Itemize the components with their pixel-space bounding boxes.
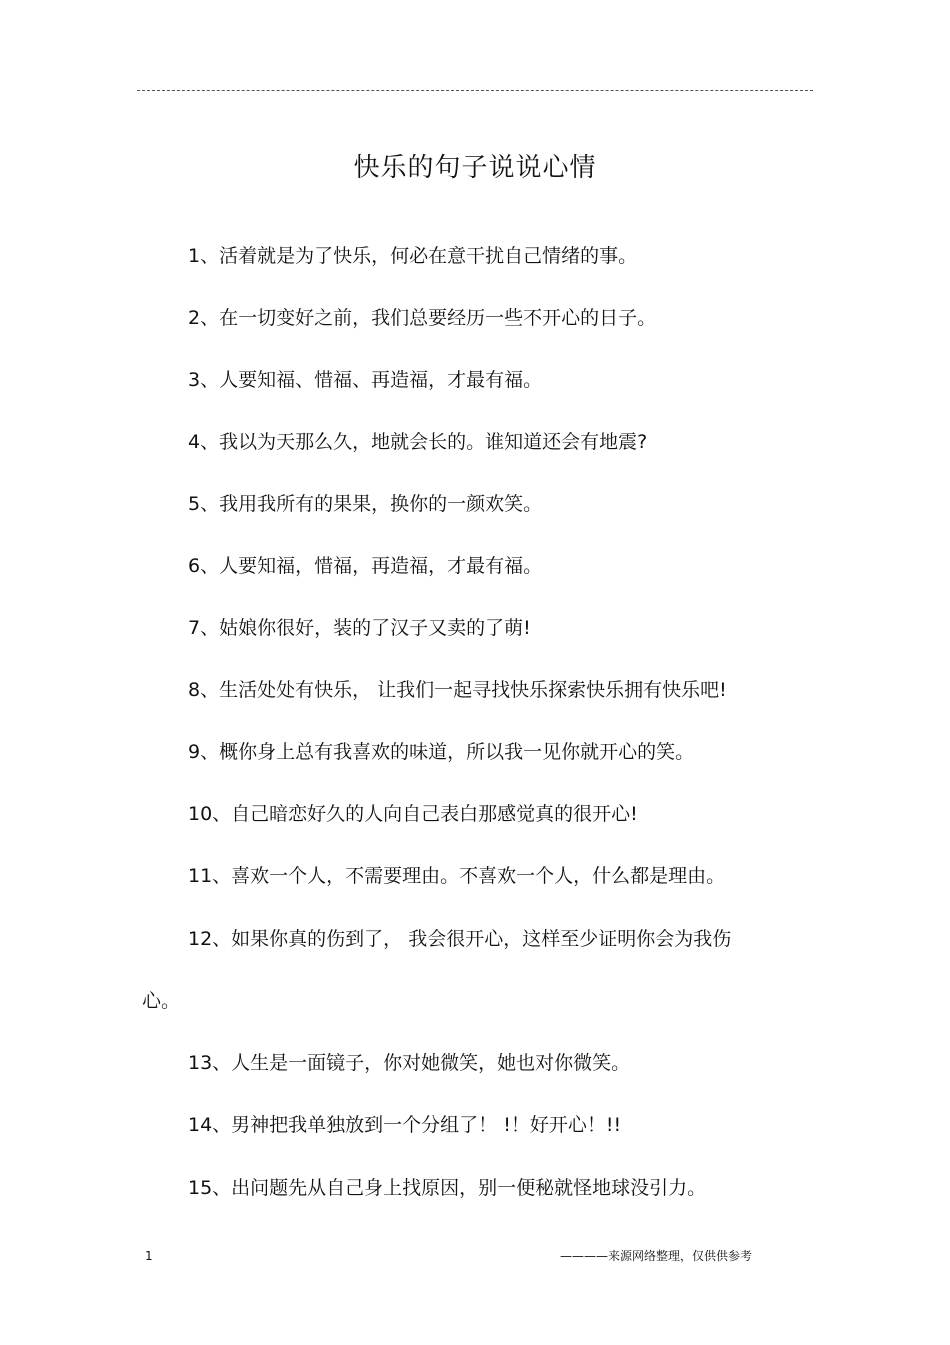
list-item: 12、如果你真的伤到了， 我会很开心，这样至少证明你会为我伤 (188, 928, 732, 950)
list-item: 13、人生是一面镜子，你对她微笑，她也对你微笑。 (188, 1052, 631, 1074)
list-item: 15、出问题先从自己身上找原因，别一便秘就怪地球没引力。 (188, 1177, 707, 1199)
list-item: 3、人要知福、惜福、再造福，才最有福。 (188, 369, 543, 391)
list-item: 2、在一切变好之前，我们总要经历一些不开心的日子。 (188, 307, 657, 329)
document-title: 快乐的句子说说心情 (353, 153, 597, 183)
list-item: 5、我用我所有的果果，换你的一颜欢笑。 (188, 493, 543, 515)
list-item: 14、男神把我单独放到一个分组了！ !！好开心！!! (188, 1114, 622, 1136)
list-item: 11、喜欢一个人，不需要理由。不喜欢一个人，什么都是理由。 (188, 865, 726, 887)
list-item: 9、概你身上总有我喜欢的味道，所以我一见你就开心的笑。 (188, 741, 695, 763)
footer-source-note: ————来源网络整理，仅供供参考 (559, 1249, 752, 1263)
list-item: 8、生活处处有快乐， 让我们一起寻找快乐探索快乐拥有快乐吧! (188, 679, 727, 701)
list-item: 6、人要知福，惜福，再造福，才最有福。 (188, 555, 543, 577)
list-item: 10、自己暗恋好久的人向自己表白那感觉真的很开心! (188, 803, 638, 825)
list-item: 1、活着就是为了快乐，何必在意干扰自己情绪的事。 (188, 245, 638, 267)
list-item: 4、我以为天那么久，地就会长的。谁知道还会有地震? (188, 431, 648, 453)
page-number: 1 (145, 1249, 153, 1263)
list-item-continuation: 心。 (142, 990, 181, 1012)
list-item: 7、姑娘你很好，装的了汉子又卖的了萌! (188, 617, 531, 639)
header-rule (137, 90, 813, 91)
